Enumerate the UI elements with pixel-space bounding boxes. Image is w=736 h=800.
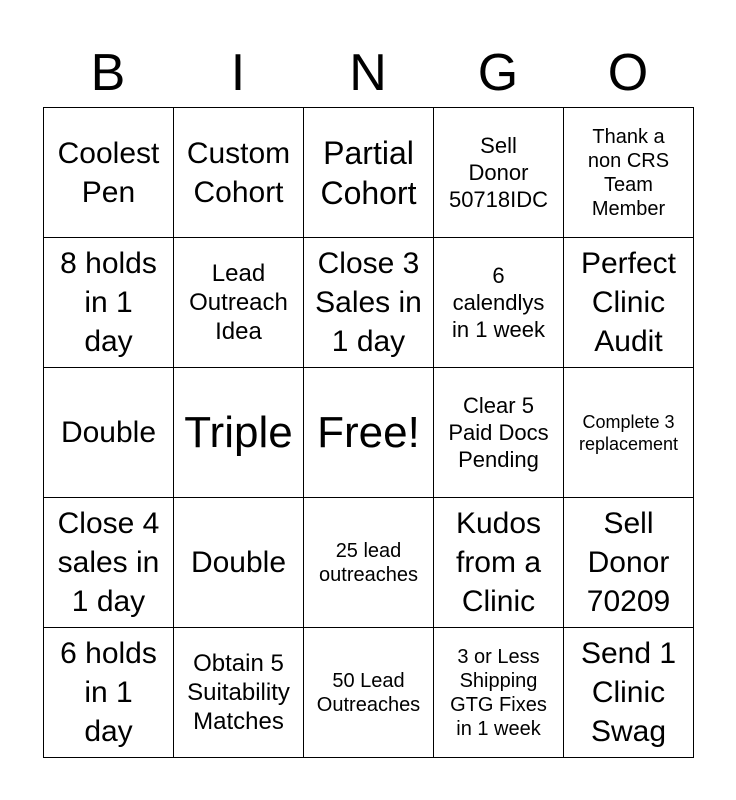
board-row <box>44 238 694 368</box>
free-space-cell[interactable]: Free! <box>304 368 434 498</box>
bingo-cell[interactable]: Clear 5 Paid Docs Pending <box>434 368 564 498</box>
bingo-cell[interactable]: Complete 3 replacement <box>564 368 694 498</box>
bingo-cell[interactable]: Sell Donor 70209 <box>564 498 694 628</box>
header-letter-b: B <box>90 44 126 102</box>
bingo-cell[interactable]: Thank a non CRS Team Member <box>564 108 694 238</box>
bingo-cell[interactable]: Send 1 Clinic Swag <box>564 628 694 758</box>
bingo-cell[interactable]: Lead Outreach Idea <box>174 238 304 368</box>
bingo-cell[interactable]: Perfect Clinic Audit <box>564 238 694 368</box>
bingo-cell[interactable]: Close 3 Sales in 1 day <box>304 238 434 368</box>
bingo-cell[interactable]: Sell Donor 50718IDC <box>434 108 564 238</box>
board-row <box>44 628 694 758</box>
bingo-cell[interactable]: 6 holds in 1 day <box>44 628 174 758</box>
header-letter-g: G <box>477 44 519 102</box>
bingo-header <box>43 40 693 106</box>
bingo-cell[interactable]: 3 or Less Shipping GTG Fixes in 1 week <box>434 628 564 758</box>
bingo-cell[interactable]: 8 holds in 1 day <box>44 238 174 368</box>
bingo-cell[interactable]: Triple <box>174 368 304 498</box>
bingo-cell[interactable]: Double <box>44 368 174 498</box>
board-row <box>44 108 694 238</box>
bingo-cell[interactable]: Custom Cohort <box>174 108 304 238</box>
bingo-cell[interactable]: Coolest Pen <box>44 108 174 238</box>
header-letter-i: I <box>230 44 246 102</box>
bingo-cell[interactable]: Kudos from a Clinic <box>434 498 564 628</box>
bingo-cell[interactable]: 25 lead outreaches <box>304 498 434 628</box>
bingo-board <box>43 107 694 758</box>
bingo-cell[interactable]: Double <box>174 498 304 628</box>
header-letter-o: O <box>607 44 649 102</box>
bingo-cell[interactable]: Partial Cohort <box>304 108 434 238</box>
bingo-cell[interactable]: 50 Lead Outreaches <box>304 628 434 758</box>
bingo-cell[interactable]: Obtain 5 Suitability Matches <box>174 628 304 758</box>
board-row <box>44 368 694 498</box>
header-letter-n: N <box>349 44 387 102</box>
bingo-cell[interactable]: 6 calendlys in 1 week <box>434 238 564 368</box>
bingo-cell[interactable]: Close 4 sales in 1 day <box>44 498 174 628</box>
board-row <box>44 498 694 628</box>
